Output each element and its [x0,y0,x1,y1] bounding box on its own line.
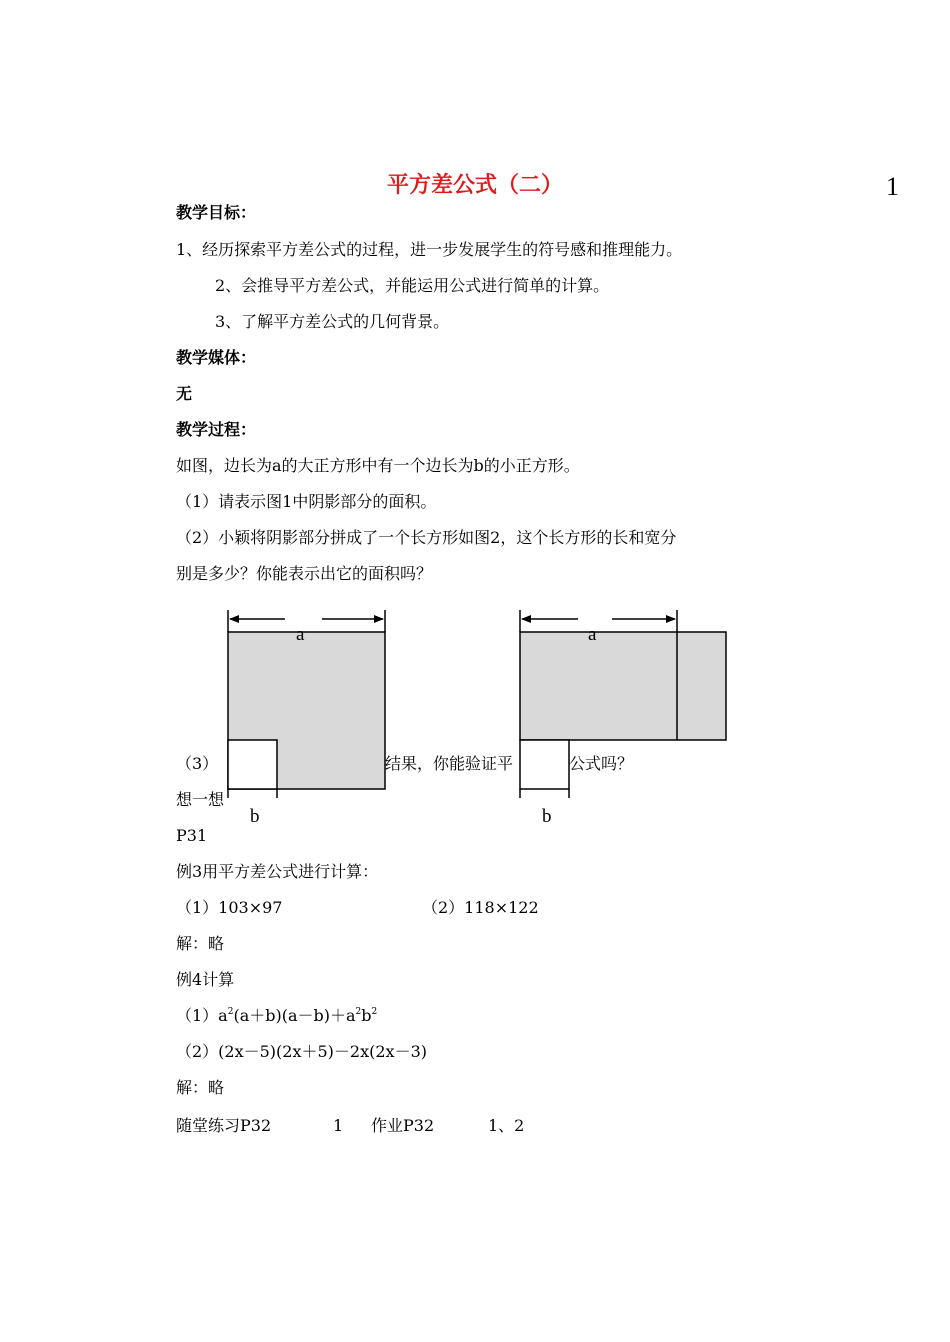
practice-number: 1 [333,1116,344,1135]
homework-label: 作业P32 [371,1116,435,1135]
figure-2-small-square [520,740,569,789]
question-3-prefix: （3） [176,754,219,773]
media-value: 无 [176,384,193,403]
figure-1 [228,610,385,827]
goal-1: 1、经历探索平方差公式的过程，进一步发展学生的符号感和推理能力。 [176,240,683,259]
homework-numbers: 1、2 [488,1116,525,1135]
expr-part: b [361,1006,372,1025]
page-ref-p31: P31 [176,826,208,845]
expr-exponent: 2 [227,1007,234,1017]
goal-3: 3、了解平方差公式的几何背景。 [215,312,450,331]
question-2-line-2: 别是多少？你能表示出它的面积吗？ [176,564,433,583]
document-title: 平方差公式（二） [386,173,563,198]
expr-part: （1）a [176,1006,228,1025]
expr-part: (a＋b)(a－b)＋a [233,1006,356,1025]
page-number: 1 [886,172,899,201]
expr-exponent: 2 [371,1007,378,1017]
goal-2: 2、会推导平方差公式，并能运用公式进行简单的计算。 [215,276,610,295]
question-3-suffix: 公式吗？ [569,754,634,773]
expr-exponent: 2 [355,1007,362,1017]
example-3-title: 例3用平方差公式进行计算： [176,862,379,881]
figure-2-label-a: a [588,624,597,645]
example-4-item-2: （2）(2x－5)(2x＋5)－2x(2x－3) [176,1042,427,1061]
figure-1-label-b: b [250,806,260,827]
solution-1: 解：略 [176,934,225,953]
question-1: （1）请表示图1中阴影部分的面积。 [176,492,437,511]
media-heading: 教学媒体： [176,348,257,367]
goals-heading: 教学目标： [176,203,257,222]
example-3-item-2: （2）118×122 [422,898,539,917]
example-3-item-1: （1）103×97 [176,898,283,917]
figure-2-label-b: b [542,806,552,827]
question-2-line-1: （2）小颖将阴影部分拼成了一个长方形如图2，这个长方形的长和宽分 [176,528,677,547]
intro-text: 如图，边长为a的大正方形中有一个边长为b的小正方形。 [176,456,580,475]
figure-2-shaded-region [520,632,726,740]
example-4-title: 例4计算 [176,970,235,989]
figure-2 [520,610,726,827]
question-3-mid: 结果，你能验证平 [385,754,514,773]
process-heading: 教学过程： [176,420,257,439]
figure-1-label-a: a [296,624,305,645]
think-label: 想一想 [176,790,225,809]
figure-1-small-square [228,740,277,789]
solution-2: 解：略 [176,1078,225,1097]
practice-label: 随堂练习P32 [176,1116,272,1135]
